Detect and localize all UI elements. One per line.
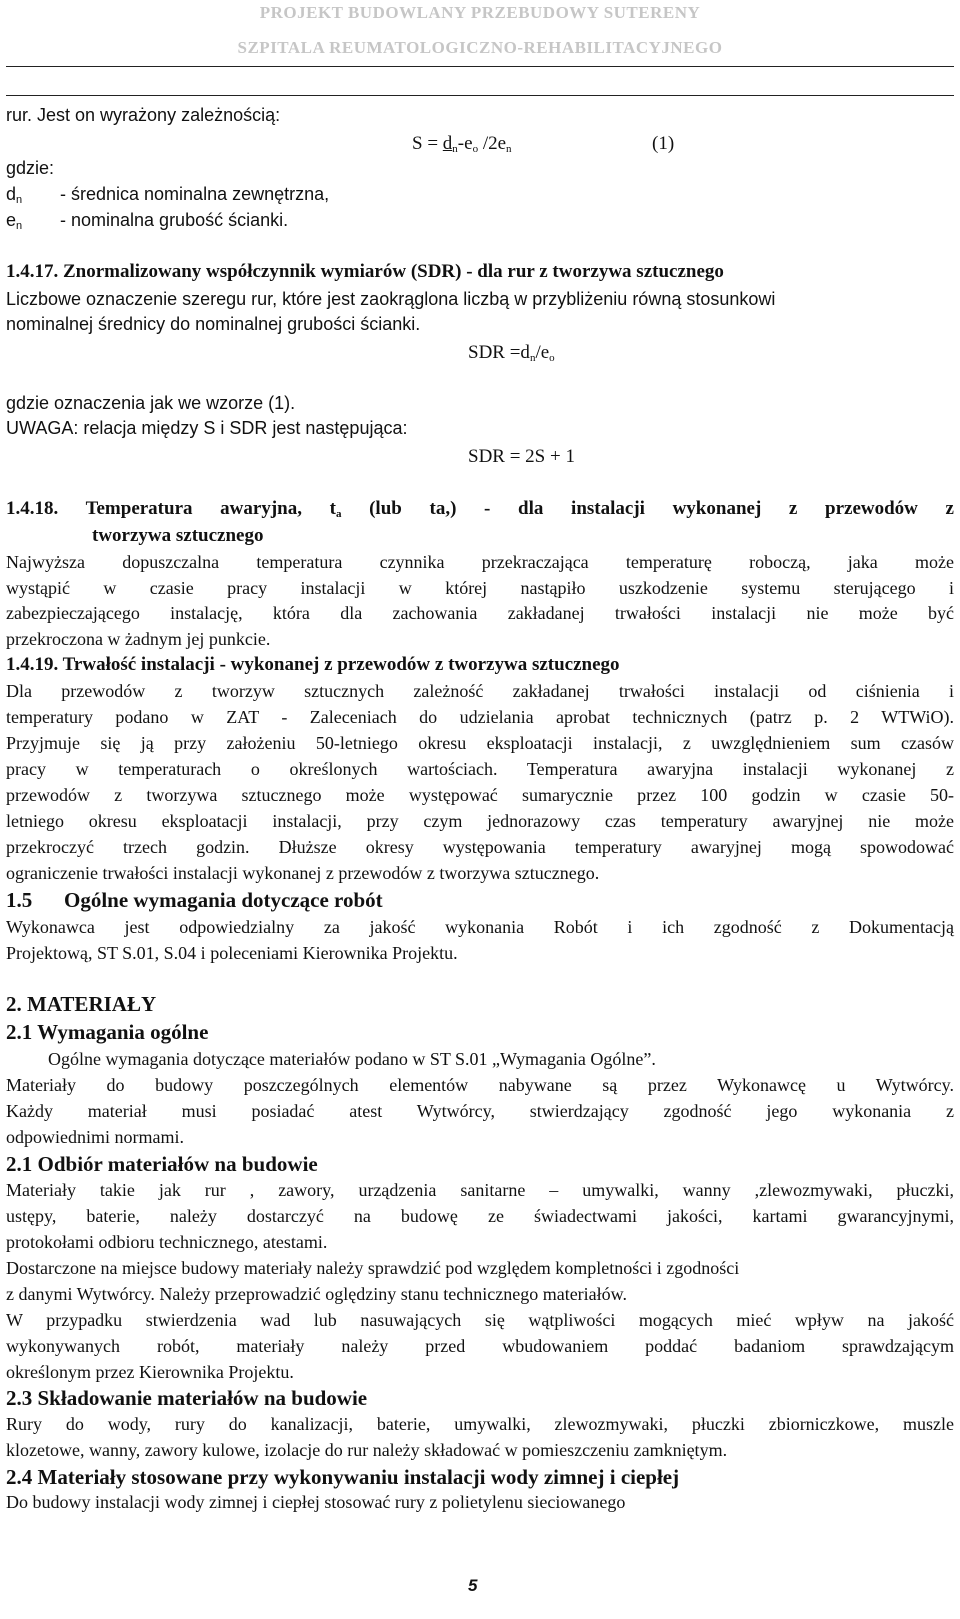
section-1-4-18-text: Najwyższa dopuszczalna temperatura czynnika przekraczająca temperaturę roboczą, jaka może [6, 552, 954, 572]
section-1-4-19-text: temperatury podano w ZAT - Zaleceniach do udzielania aprobat technicznych (patrz p. 2 WTWiO). [6, 707, 954, 727]
formula-number: (1) [652, 133, 675, 154]
section-1-4-18-text: zabezpieczającego instalację, która dla zachowania zakładanej trwałości instalacji nie może być [6, 603, 954, 623]
section-1-4-19-text: letniego okresu eksploatacji instalacji, przy czym jednorazowy czas temperatury awaryjnej nie może [6, 811, 954, 831]
header-line-1: PROJEKT BUDOWLANY PRZEBUDOWY SUTERENY [259, 3, 701, 22]
section-1-4-19-text: przekroczyć trzech godzin. Dłuższe okresy występowania temperatury awaryjnej mogą spowodować [6, 837, 954, 857]
section-1-4-18-text: przekroczona w żadnym jej punkcie. [6, 629, 271, 649]
section-2-4-text: Do budowy instalacji wody zimnej i ciepłej stosować rury z polietylenu sieciowanego [6, 1492, 626, 1512]
section-1-4-18-title: 1.4.18. Temperatura awaryjna, $t_a$ (lub ta,) - dla instalacji wykonanej z przewodów z [6, 498, 954, 520]
section-2-3-text: Rury do wody, rury do kanalizacji, baterie, umywalki, zlewozmywaki, płuczki zbiorniczkowe, muszle [6, 1414, 954, 1434]
section-1-4-19-text: Przyjmuje się ją przy założeniu 50-letniego okresu eksploatacji instalacji, z uwzględnieniem sum czasów [6, 733, 954, 753]
section-2-2-text: Dostarczone na miejsce budowy materiały należy sprawdzić pod względem kompletności i zgodności [6, 1258, 740, 1278]
section-1-4-19-text: Dla przewodów z tworzyw sztucznych zależność zakładanej trwałości instalacji od ciśnienia i [6, 681, 954, 701]
section-2-2-text: określonym przez Kierownika Projektu. [6, 1362, 294, 1382]
header-rule-top [6, 66, 954, 67]
section-2-2-text: protokołami odbioru technicznego, atestami. [6, 1232, 328, 1252]
section-1-4-17-title: 1.4.17. Znormalizowany współczynnik wymiarów (SDR) - dla rur z tworzywa sztucznego [6, 261, 724, 282]
section-2-2-title: 2.1 Odbiór materiałów na budowie [6, 1152, 318, 1176]
section-2-4-title: 2.4 Materiały stosowane przy wykonywaniu instalacji wody zimnej i ciepłej [6, 1465, 680, 1489]
section-2-3-title: 2.3 Składowanie materiałów na budowie [6, 1386, 368, 1410]
section-2-2-text: W przypadku stwierdzenia wad lub nasuwających się wątpliwości mogących mieć wpływ na jakość [6, 1310, 954, 1330]
section-2-2-text: Materiały takie jak rur , zawory, urządzenia sanitarne – umywalki, wanny ,zlewozmywaki, płuczki, [6, 1180, 954, 1200]
section-1-4-19-text: pracy w temperaturach o określonych wartościach. Temperatura awaryjna instalacji wykonanej z [6, 759, 954, 779]
formula-sdr: SDR $=d_n/e_o$ [468, 342, 555, 364]
section-1-5-text: Wykonawca jest odpowiedzialny za jakość wykonania Robót i ich zgodność z Dokumentacją [6, 917, 954, 937]
formula-s: $S = d_n-e_o$ $/2e_n$ [412, 133, 512, 155]
section-2-2-text: ustępy, baterie, należy dostarczyć na budowę ze świadectwami jakości, kartami gwarancyjnymi, [6, 1206, 954, 1226]
formula-sdr-relation: SDR = 2S + 1 [468, 446, 575, 467]
section-2-2-text: wykonywanych robót, materiały należy przed wbudowaniem poddać badaniom sprawdzającym [6, 1336, 954, 1356]
header-line-2: SZPITALA REUMATOLOGICZNO-REHABILITACYJNEGO [237, 38, 723, 57]
gdzie-label: gdzie: [6, 158, 55, 178]
definition-en: $e_n$ - nominalna grubość ścianki. [6, 210, 289, 232]
page-number: 5 [468, 1576, 478, 1595]
section-2-3-text: klozetowe, wanny, zawory kulowe, izolacje do rur należy składować w pomieszczeniu zamkniętym. [6, 1440, 728, 1460]
section-1-4-19-text: ograniczenie trwałości instalacji wykonanej z przewodów z tworzywa sztucznego. [6, 863, 600, 883]
section-2-1-text: Każdy materiał musi posiadać atest Wytwórcy, stwierdzający zgodność jego wykonania z [6, 1101, 954, 1121]
section-1-4-18-text: wystąpić w czasie pracy instalacji w której nastąpiło uszkodzenie systemu sterującego i [6, 578, 954, 598]
section-2-1-text: odpowiednimi normami. [6, 1127, 184, 1147]
section-1-4-17-note: gdzie oznaczenia jak we wzorze (1). [6, 393, 296, 413]
header-rule-bottom [6, 95, 954, 96]
section-1-4-19-text: przewodów z tworzywa sztucznego może występować sumarycznie przez 100 godzin w czasie 50- [6, 785, 954, 805]
section-2-title: 2. MATERIAŁY [6, 992, 157, 1016]
section-1-5-text: Projektową, ST S.01, S.04 i poleceniami Kierownika Projektu. [6, 943, 458, 963]
section-1-4-18-title-cont: tworzywa sztucznego [92, 525, 264, 546]
section-1-4-17-text: nominalnej średnicy do nominalnej grubości ścianki. [6, 314, 421, 334]
section-1-4-17-note: UWAGA: relacja między S i SDR jest następująca: [6, 418, 408, 438]
section-2-1-title: 2.1 Wymagania ogólne [6, 1020, 209, 1044]
definition-dn: $d_n$ - średnica nominalna zewnętrzna, [6, 184, 330, 206]
section-2-1-text: Materiały do budowy poszczególnych elementów nabywane są przez Wykonawcę u Wytwórcy. [6, 1075, 954, 1095]
section-1-4-19-title: 1.4.19. Trwałość instalacji - wykonanej z przewodów z tworzywa sztucznego [6, 654, 620, 675]
section-1-4-17-text: Liczbowe oznaczenie szeregu rur, które jest zaokrąglona liczbą w przybliżeniu równą stosunkowi [6, 289, 776, 309]
section-1-5-title: 1.5 Ogólne wymagania dotyczące robót [6, 888, 383, 912]
section-2-1-indent: Ogólne wymagania dotyczące materiałów podano w ST S.01 „Wymagania Ogólne”. [48, 1049, 656, 1069]
intro-line: rur. Jest on wyrażony zależnością: [6, 105, 281, 125]
section-2-2-text: z danymi Wytwórcy. Należy przeprowadzić oględziny stanu technicznego materiałów. [6, 1284, 627, 1304]
